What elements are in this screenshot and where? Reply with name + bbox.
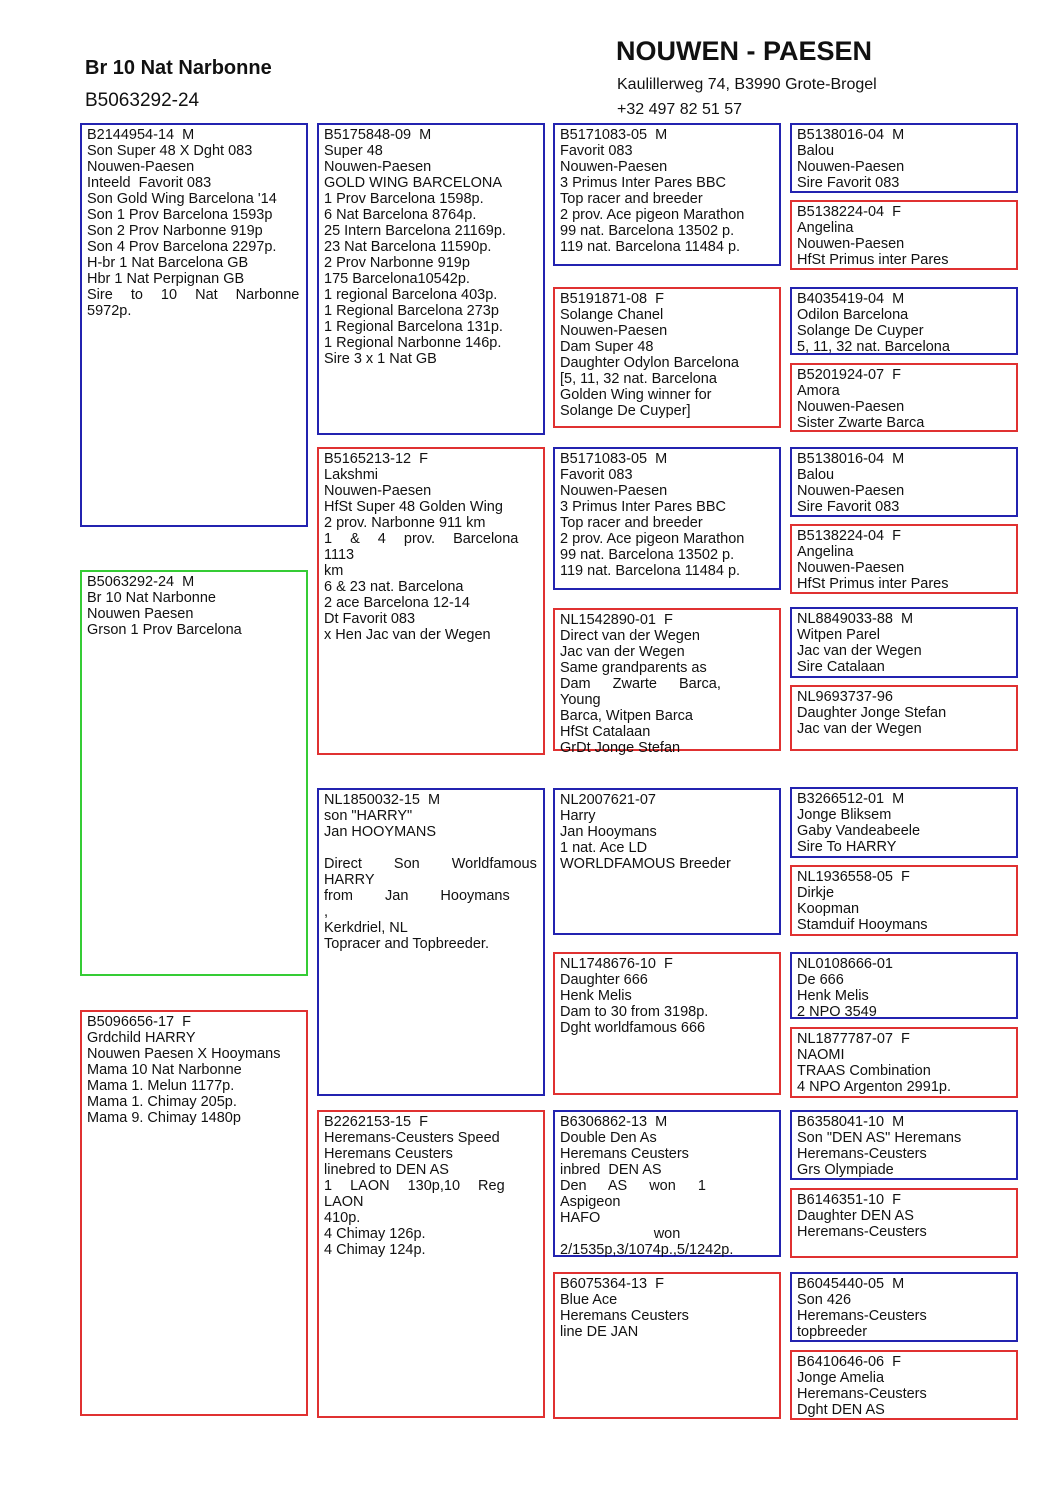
- pedigree-text-line: 2 prov. Narbonne 911 km: [324, 515, 486, 531]
- pedigree-text-line: 119 nat. Barcelona 11484 p.: [560, 563, 741, 579]
- pedigree-text-line: Heremans Ceusters: [560, 1146, 689, 1162]
- pedigree-text-line: Sire 3 x 1 Nat GB: [324, 351, 437, 367]
- pedigree-box-great-grandparents-11: [790, 952, 1018, 1019]
- pedigree-text-line: Blue Ace: [560, 1292, 618, 1308]
- pedigree-box-grandparents-8: [553, 1272, 781, 1419]
- pedigree-text-line: 1 Prov Barcelona 1598p.: [324, 191, 484, 207]
- pedigree-text-line: 1 LAON 130p,10 Reg LAON: [324, 1178, 523, 1210]
- pedigree-text-line: 23 Nat Barcelona 11590p.: [324, 239, 492, 255]
- pedigree-text-line: NL9693737-96: [797, 689, 893, 705]
- pedigree-text-line: Super 48: [324, 143, 383, 159]
- pedigree-text-line: Lakshmi: [324, 467, 378, 483]
- pedigree-text-line: Direct Son Worldfamous: [324, 856, 537, 872]
- pedigree-text-line: Nouwen-Paesen: [797, 159, 905, 175]
- pedigree-text-line: Heremans Ceusters: [560, 1308, 689, 1324]
- pedigree-text-line: Nouwen-Paesen: [560, 159, 668, 175]
- pedigree-box-great-grandparents-15: [790, 1272, 1018, 1342]
- pedigree-box-great-grandparents-8: [790, 685, 1018, 751]
- pedigree-box-great-grandparents-9: [790, 787, 1018, 858]
- pedigree-text-line: Nouwen Paesen X Hooymans: [87, 1046, 281, 1062]
- pedigree-text-line: B5138224-04 F: [797, 528, 901, 544]
- pedigree-text-line: NL8849033-88 M: [797, 611, 914, 627]
- pedigree-text-line: B6306862-13 M: [560, 1114, 668, 1130]
- pedigree-text-line: Gaby Vandeabeele: [797, 823, 921, 839]
- pedigree-text-line: Dt Favorit 083: [324, 611, 416, 627]
- pedigree-text-line: B6358041-10 M: [797, 1114, 905, 1130]
- pedigree-text-line: Henk Melis: [560, 988, 632, 1004]
- pedigree-text-line: Sire To HARRY: [797, 839, 897, 855]
- pedigree-text-line: Golden Wing winner for: [560, 387, 712, 403]
- pedigree-text-line: B5201924-07 F: [797, 367, 901, 383]
- pedigree-text-line: B3266512-01 M: [797, 791, 905, 807]
- pedigree-text-line: Balou: [797, 467, 835, 483]
- pedigree-text-line: 119 nat. Barcelona 11484 p.: [560, 239, 741, 255]
- pedigree-box-parents-3: [317, 788, 545, 1096]
- pedigree-box-great-grandparents-10: [790, 865, 1018, 936]
- pedigree-text-line: Grdchild HARRY: [87, 1030, 196, 1046]
- pedigree-text-line: Jan HOOYMANS: [324, 824, 436, 840]
- pedigree-text-line: Nouwen-Paesen: [797, 236, 905, 252]
- pedigree-text-line: Mama 1. Chimay 205p.: [87, 1094, 237, 1110]
- pedigree-text-line: son "HARRY": [324, 808, 413, 824]
- pedigree-text-line: HfSt Primus inter Pares: [797, 252, 949, 268]
- pedigree-text-line: Daughter Odylon Barcelona: [560, 355, 739, 371]
- pedigree-text-line: Nouwen-Paesen: [560, 323, 668, 339]
- pedigree-text-line: Solange De Cuyper: [797, 323, 924, 339]
- pedigree-text-line: Koopman: [797, 901, 860, 917]
- pedigree-text-line: Br 10 Nat Narbonne: [87, 590, 216, 606]
- pedigree-text-line: NL2007621-07: [560, 792, 656, 808]
- pedigree-box-parents-1: [317, 123, 545, 435]
- pedigree-text-line: HfSt Catalaan: [560, 724, 651, 740]
- pedigree-text-line: Sire Favorit 083: [797, 175, 900, 191]
- pedigree-text-line: 6 & 23 nat. Barcelona: [324, 579, 464, 595]
- pedigree-text-line: Favorit 083: [560, 467, 633, 483]
- pedigree-text-line: Heremans-Ceusters: [797, 1224, 927, 1240]
- pedigree-text-line: x Hen Jac van der Wegen: [324, 627, 491, 643]
- pedigree-text-line: Witpen Parel: [797, 627, 881, 643]
- pedigree-box-great-grandparents-13: [790, 1110, 1018, 1180]
- pedigree-text-line: B5063292-24 M: [87, 574, 195, 590]
- pedigree-text-line: won: [653, 1226, 681, 1242]
- pedigree-text-line: Dirkje: [797, 885, 835, 901]
- pedigree-text-line: B5171083-05 M: [560, 451, 668, 467]
- pedigree-text-line: NL1542890-01 F: [560, 612, 673, 628]
- pedigree-text-line: Heremans-Ceusters: [797, 1308, 927, 1324]
- pedigree-text-line: Dam to 30 from 3198p.: [560, 1004, 709, 1020]
- pedigree-text-line: B5175848-09 M: [324, 127, 432, 143]
- pedigree-text-line: km: [324, 563, 344, 579]
- pedigree-text-line: Nouwen Paesen: [87, 606, 194, 622]
- pedigree-text-line: NL0108666-01: [797, 956, 893, 972]
- pedigree-text-line: Jan Hooymans: [560, 824, 657, 840]
- pedigree-text-line: Jac van der Wegen: [797, 643, 922, 659]
- pedigree-text-line: 1 regional Barcelona 403p.: [324, 287, 498, 303]
- pedigree-text-line: De 666: [797, 972, 844, 988]
- pedigree-text-line: from Jan Hooymans ,: [324, 888, 542, 920]
- pedigree-text-line: Nouwen-Paesen: [87, 159, 195, 175]
- pedigree-text-line: B4035419-04 M: [797, 291, 905, 307]
- pedigree-text-line: 1 Regional Barcelona 131p.: [324, 319, 503, 335]
- pedigree-box-subject-column-3: [80, 1010, 308, 1416]
- pedigree-text-line: GOLD WING BARCELONA: [324, 175, 503, 191]
- pedigree-text-line: NL1877787-07 F: [797, 1031, 910, 1047]
- loft-name: NOUWEN - PAESEN: [616, 36, 873, 66]
- pedigree-text-line: Jonge Bliksem: [797, 807, 892, 823]
- pedigree-text-line: Topracer and Topbreeder.: [324, 936, 489, 952]
- pedigree-text-line: [324, 840, 538, 856]
- pedigree-box-grandparents-3: [553, 447, 781, 590]
- pedigree-text-line: Mama 1. Melun 1177p.: [87, 1078, 235, 1094]
- pedigree-text-line: 2 Prov Narbonne 919p: [324, 255, 470, 271]
- pedigree-text-line: Favorit 083: [560, 143, 633, 159]
- pedigree-text-line: 25 Intern Barcelona 21169p.: [324, 223, 506, 239]
- pedigree-text-line: Jac van der Wegen: [560, 644, 685, 660]
- loft-phone: +32 497 82 51 57: [617, 101, 743, 118]
- pedigree-box-grandparents-2: [553, 287, 781, 428]
- pedigree-text-line: 4 Chimay 126p.: [324, 1226, 426, 1242]
- pedigree-text-line: Amora: [797, 383, 840, 399]
- pedigree-text-line: Direct van der Wegen: [560, 628, 700, 644]
- pedigree-text-line: GrDt Jonge Stefan: [560, 740, 681, 756]
- pedigree-text-line: B5096656-17 F: [87, 1014, 191, 1030]
- pedigree-text-line: TRAAS Combination: [797, 1063, 931, 1079]
- pedigree-text-line: Sire Favorit 083: [797, 499, 900, 515]
- pedigree-text-line: B6146351-10 F: [797, 1192, 901, 1208]
- pedigree-text-line: Grson 1 Prov Barcelona: [87, 622, 242, 638]
- pedigree-text-line: Angelina: [797, 220, 854, 236]
- pedigree-text-line: Solange De Cuyper]: [560, 403, 691, 419]
- pedigree-text-line: 2 ace Barcelona 12-14: [324, 595, 470, 611]
- pedigree-text-line: Son 1 Prov Barcelona 1593p: [87, 207, 273, 223]
- pedigree-text-line: Son 2 Prov Narbonne 919p: [87, 223, 263, 239]
- pedigree-text-line: Jonge Amelia: [797, 1370, 885, 1386]
- pedigree-text-line: Hbr 1 Nat Perpignan GB: [87, 271, 245, 287]
- pedigree-text-line: Double Den As: [560, 1130, 657, 1146]
- pedigree-text-line: 2 prov. Ace pigeon Marathon: [560, 531, 745, 547]
- pedigree-box-grandparents-6: [553, 952, 781, 1095]
- pedigree-text-line: Daughter DEN AS: [797, 1208, 914, 1224]
- pedigree-text-line: 1 Regional Barcelona 273p: [324, 303, 499, 319]
- pedigree-text-line: HfSt Super 48 Golden Wing: [324, 499, 503, 515]
- pedigree-text-line: Nouwen-Paesen: [324, 483, 432, 499]
- pedigree-text-line: Heremans Ceusters: [324, 1146, 453, 1162]
- bird-title: Br 10 Nat Narbonne: [85, 57, 272, 79]
- pedigree-text-line: 2 prov. Ace pigeon Marathon: [560, 207, 745, 223]
- pedigree-text-line: Nouwen-Paesen: [797, 483, 905, 499]
- loft-address: Kaulillerweg 74, B3990 Grote-Brogel: [617, 76, 877, 93]
- pedigree-text-line: linebred to DEN AS: [324, 1162, 449, 1178]
- pedigree-box-grandparents-1: [553, 123, 781, 266]
- pedigree-text-line: B5165213-12 F: [324, 451, 428, 467]
- pedigree-text-line: Son Super 48 X Dght 083: [87, 143, 253, 159]
- pedigree-box-great-grandparents-3: [790, 287, 1018, 355]
- pedigree-text-line: topbreeder: [797, 1324, 868, 1340]
- pedigree-text-line: B5138016-04 M: [797, 127, 905, 143]
- pedigree-text-line: NL1850032-15 M: [324, 792, 441, 808]
- pedigree-text-line: Dght worldfamous 666: [560, 1020, 706, 1036]
- pedigree-text-line: B5138016-04 M: [797, 451, 905, 467]
- pedigree-text-line: Sister Zwarte Barca: [797, 415, 925, 431]
- pedigree-text-line: HfSt Primus inter Pares: [797, 576, 949, 592]
- pedigree-text-line: Nouwen-Paesen: [560, 483, 668, 499]
- pedigree-box-great-grandparents-7: [790, 607, 1018, 678]
- pedigree-box-parents-2: [317, 447, 545, 755]
- pedigree-text-line: Sire Catalaan: [797, 659, 885, 675]
- pedigree-text-line: B2262153-15 F: [324, 1114, 428, 1130]
- pedigree-text-line: 99 nat. Barcelona 13502 p.: [560, 223, 735, 239]
- pedigree-text-line: 410p.: [324, 1210, 361, 1226]
- pedigree-text-line: Angelina: [797, 544, 854, 560]
- pedigree-text-line: 5, 11, 32 nat. Barcelona: [797, 339, 950, 355]
- pedigree-text-line: Jac van der Wegen: [797, 721, 922, 737]
- pedigree-text-line: Nouwen-Paesen: [797, 399, 905, 415]
- pedigree-box-subject-column-2: [80, 570, 308, 976]
- pedigree-text-line: B5171083-05 M: [560, 127, 668, 143]
- pedigree-text-line: 6 Nat Barcelona 8764p.: [324, 207, 477, 223]
- pedigree-text-line: Top racer and breeder: [560, 191, 703, 207]
- pedigree-text-line: Sire to 10 Nat Narbonne: [87, 287, 300, 303]
- pedigree-text-line: Odilon Barcelona: [797, 307, 909, 323]
- pedigree-text-line: Heremans-Ceusters Speed: [324, 1130, 500, 1146]
- pedigree-box-parents-4: [317, 1110, 545, 1418]
- pedigree-text-line: Barca, Witpen Barca: [560, 708, 693, 724]
- pedigree-text-line: Henk Melis: [797, 988, 869, 1004]
- pedigree-text-line: 175 Barcelona10542p.: [324, 271, 470, 287]
- pedigree-text-line: Daughter Jonge Stefan: [797, 705, 947, 721]
- pedigree-text-line: B6410646-06 F: [797, 1354, 901, 1370]
- pedigree-text-line: 5972p.: [87, 303, 132, 319]
- pedigree-box-great-grandparents-2: [790, 200, 1018, 270]
- pedigree-text-line: line DE JAN: [560, 1324, 639, 1340]
- pedigree-text-line: HARRY: [324, 872, 375, 888]
- pedigree-text-line: Stamduif Hooymans: [797, 917, 928, 933]
- pedigree-text-line: NAOMI: [797, 1047, 845, 1063]
- pedigree-text-line: Solange Chanel: [560, 307, 664, 323]
- pedigree-text-line: 2/1535p,3/1074p.,5/1242p.: [560, 1242, 734, 1258]
- pedigree-text-line: Top racer and breeder: [560, 515, 703, 531]
- pedigree-text-line: B5138224-04 F: [797, 204, 901, 220]
- pedigree-box-grandparents-5: [553, 788, 781, 935]
- pedigree-text-line: 4 NPO Argenton 2991p.: [797, 1079, 951, 1095]
- pedigree-text-line: Heremans-Ceusters: [797, 1386, 927, 1402]
- pedigree-text-line: 1 & 4 prov. Barcelona 1113: [324, 531, 537, 563]
- pedigree-box-great-grandparents-4: [790, 363, 1018, 432]
- pedigree-text-line: Same grandparents as: [560, 660, 707, 676]
- pedigree-box-great-grandparents-12: [790, 1027, 1018, 1098]
- pedigree-text-line: B5191871-08 F: [560, 291, 664, 307]
- pedigree-box-great-grandparents-14: [790, 1188, 1018, 1258]
- pedigree-text-line: 1 nat. Ace LD: [560, 840, 648, 856]
- pedigree-text-line: [5, 11, 32 nat. Barcelona: [560, 371, 717, 387]
- pedigree-text-line: Son 426: [797, 1292, 852, 1308]
- pedigree-text-line: Kerkdriel, NL: [324, 920, 408, 936]
- pedigree-text-line: Son 4 Prov Barcelona 2297p.: [87, 239, 277, 255]
- pedigree-box-great-grandparents-6: [790, 524, 1018, 594]
- pedigree-text-line: Heremans-Ceusters: [797, 1146, 927, 1162]
- pedigree-text-line: Den AS won 1 Aspigeon: [560, 1178, 728, 1210]
- pedigree-text-line: B6045440-05 M: [797, 1276, 905, 1292]
- pedigree-text-line: Dam Zwarte Barca, Young: [560, 676, 743, 708]
- pedigree-text-line: Nouwen-Paesen: [324, 159, 432, 175]
- pedigree-text-line: Son "DEN AS" Heremans: [797, 1130, 962, 1146]
- pedigree-text-line: Balou: [797, 143, 835, 159]
- pedigree-text-line: H-br 1 Nat Barcelona GB: [87, 255, 249, 271]
- pedigree-text-line: Nouwen-Paesen: [797, 560, 905, 576]
- pedigree-text-line: Daughter 666: [560, 972, 648, 988]
- pedigree-box-grandparents-7: [553, 1110, 781, 1257]
- pedigree-text-line: 3 Primus Inter Pares BBC: [560, 175, 726, 191]
- pedigree-text-line: Mama 9. Chimay 1480p: [87, 1110, 241, 1126]
- pedigree-box-great-grandparents-5: [790, 447, 1018, 517]
- pedigree-text-line: WORLDFAMOUS Breeder: [560, 856, 731, 872]
- pedigree-text-line: 3 Primus Inter Pares BBC: [560, 499, 726, 515]
- pedigree-text-line: 4 Chimay 124p.: [324, 1242, 426, 1258]
- pedigree-text-line: Inteeld Favorit 083: [87, 175, 212, 191]
- pedigree-box-subject-column-1: [80, 123, 308, 527]
- pedigree-text-line: 99 nat. Barcelona 13502 p.: [560, 547, 735, 563]
- pedigree-box-great-grandparents-16: [790, 1350, 1018, 1420]
- pedigree-text-line: inbred DEN AS: [560, 1162, 662, 1178]
- pedigree-text-line: Mama 10 Nat Narbonne: [87, 1062, 242, 1078]
- pedigree-text-line: 1 Regional Narbonne 146p.: [324, 335, 502, 351]
- pedigree-text-line: Dam Super 48: [560, 339, 654, 355]
- pedigree-text-line: NL1936558-05 F: [797, 869, 910, 885]
- pedigree-box-great-grandparents-1: [790, 123, 1018, 193]
- pedigree-text-line: Harry: [560, 808, 596, 824]
- pedigree-box-grandparents-4: [553, 608, 781, 756]
- bird-ring-number: B5063292-24: [85, 90, 200, 111]
- pedigree-text-line: B6075364-13 F: [560, 1276, 664, 1292]
- pedigree-text-line: Grs Olympiade: [797, 1162, 894, 1178]
- pedigree-text-line: 2 NPO 3549: [797, 1004, 877, 1020]
- pedigree-text-line: B2144954-14 M: [87, 127, 195, 143]
- pedigree-text-line: NL1748676-10 F: [560, 956, 673, 972]
- pedigree-text-line: Dght DEN AS: [797, 1402, 885, 1418]
- pedigree-text-line: HAFO: [560, 1210, 601, 1226]
- pedigree-text-line: Son Gold Wing Barcelona '14: [87, 191, 277, 207]
